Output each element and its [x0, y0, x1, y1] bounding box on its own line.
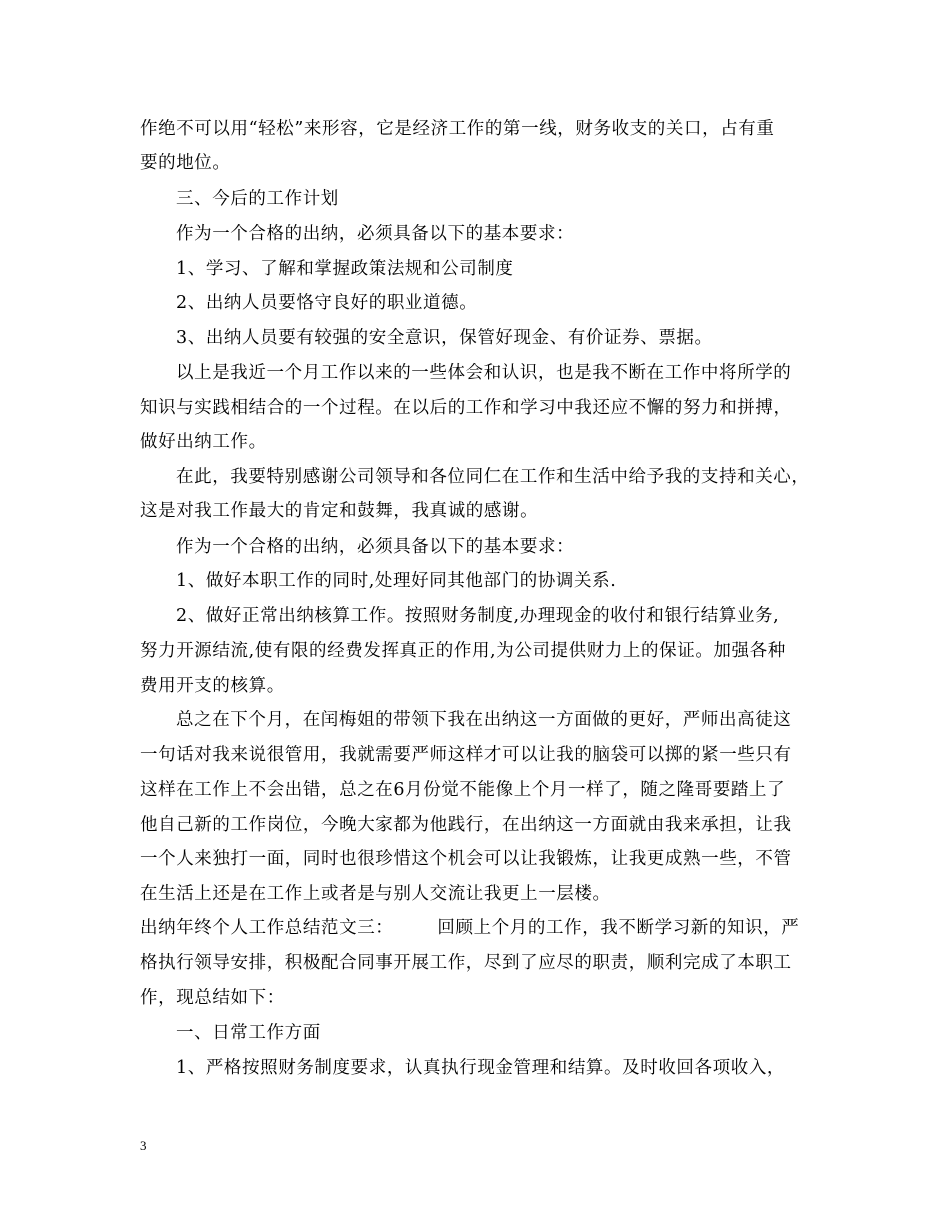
text-line: 在此，我要特别感谢公司领导和各位同仁在工作和生活中给予我的支持和关心，	[176, 467, 810, 487]
section-heading: 三、今后的工作计划	[176, 189, 339, 209]
text-line: 作为一个合格的出纳，必须具备以下的基本要求：	[176, 537, 575, 557]
list-item: 2、出纳人员要恪守良好的职业道德。	[176, 293, 478, 313]
text-line: 这样在工作上不会出错，总之在6月份觉不能像上个月一样了，随之隆哥要踏上了	[140, 780, 786, 800]
text-line: 努力开源结流,使有限的经费发挥真正的作用,为公司提供财力上的保证。加强各种	[140, 641, 786, 661]
text-line: 做好出纳工作。	[140, 432, 267, 452]
list-item: 1、严格按照财务制度要求，认真执行现金管理和结算。及时收回各项收入，	[176, 1058, 786, 1078]
list-item: 2、做好正常出纳核算工作。按照财务制度,办理现金的收付和银行结算业务,	[176, 606, 780, 626]
list-item: 1、学习、了解和掌握政策法规和公司制度	[176, 259, 514, 279]
text-line: 格执行领导安排，积极配合同事开展工作，尽到了应尽的职责，顺利完成了本职工	[140, 953, 792, 973]
text-line: 作绝不可以用“轻松”来形容，它是经济工作的第一线，财务收支的关口，占有重	[140, 119, 775, 139]
text-line: 在生活上还是在工作上或者是与别人交流让我更上一层楼。	[140, 884, 611, 904]
text-line: 作，现总结如下：	[140, 988, 285, 1008]
text-line: 一句话对我来说很管用，我就需要严师这样才可以让我的脑袋可以掷的紧一些只有	[140, 745, 792, 765]
text-line: 他自己新的工作岗位，今晚大家都为他践行，在出纳这一方面就由我来承担，让我	[140, 815, 792, 835]
section-title: 出纳年终个人工作总结范文三：	[140, 918, 394, 938]
text-line: 作为一个合格的出纳，必须具备以下的基本要求：	[176, 224, 575, 244]
list-item: 3、出纳人员要有较强的安全意识，保管好现金、有价证券、票据。	[176, 328, 713, 348]
text-line: 费用开支的核算。	[140, 676, 285, 696]
section-intro: 回顾上个月的工作，我不断学习新的知识，严	[437, 918, 800, 938]
text-line: 总之在下个月，在闰梅姐的带领下我在出纳这一方面做的更好，严师出高徒这	[176, 710, 792, 730]
section-heading-line	[140, 917, 799, 939]
text-line: 知识与实践相结合的一个过程。在以后的工作和学习中我还应不懈的努力和拼搏，	[140, 398, 792, 418]
text-line: 这是对我工作最大的肯定和鼓舞，我真诚的感谢。	[140, 501, 539, 521]
text-line: 要的地位。	[140, 153, 231, 173]
text-line: 一个人来独打一面，同时也很珍惜这个机会可以让我锻炼，让我更成熟一些，不管	[140, 849, 792, 869]
list-item: 1、做好本职工作的同时,处理好同其他部门的协调关系.	[176, 571, 617, 591]
page-number: 3	[140, 1138, 147, 1153]
text-line: 以上是我近一个月工作以来的一些体会和认识，也是我不断在工作中将所学的	[176, 363, 792, 383]
section-heading: 一、日常工作方面	[176, 1023, 321, 1043]
